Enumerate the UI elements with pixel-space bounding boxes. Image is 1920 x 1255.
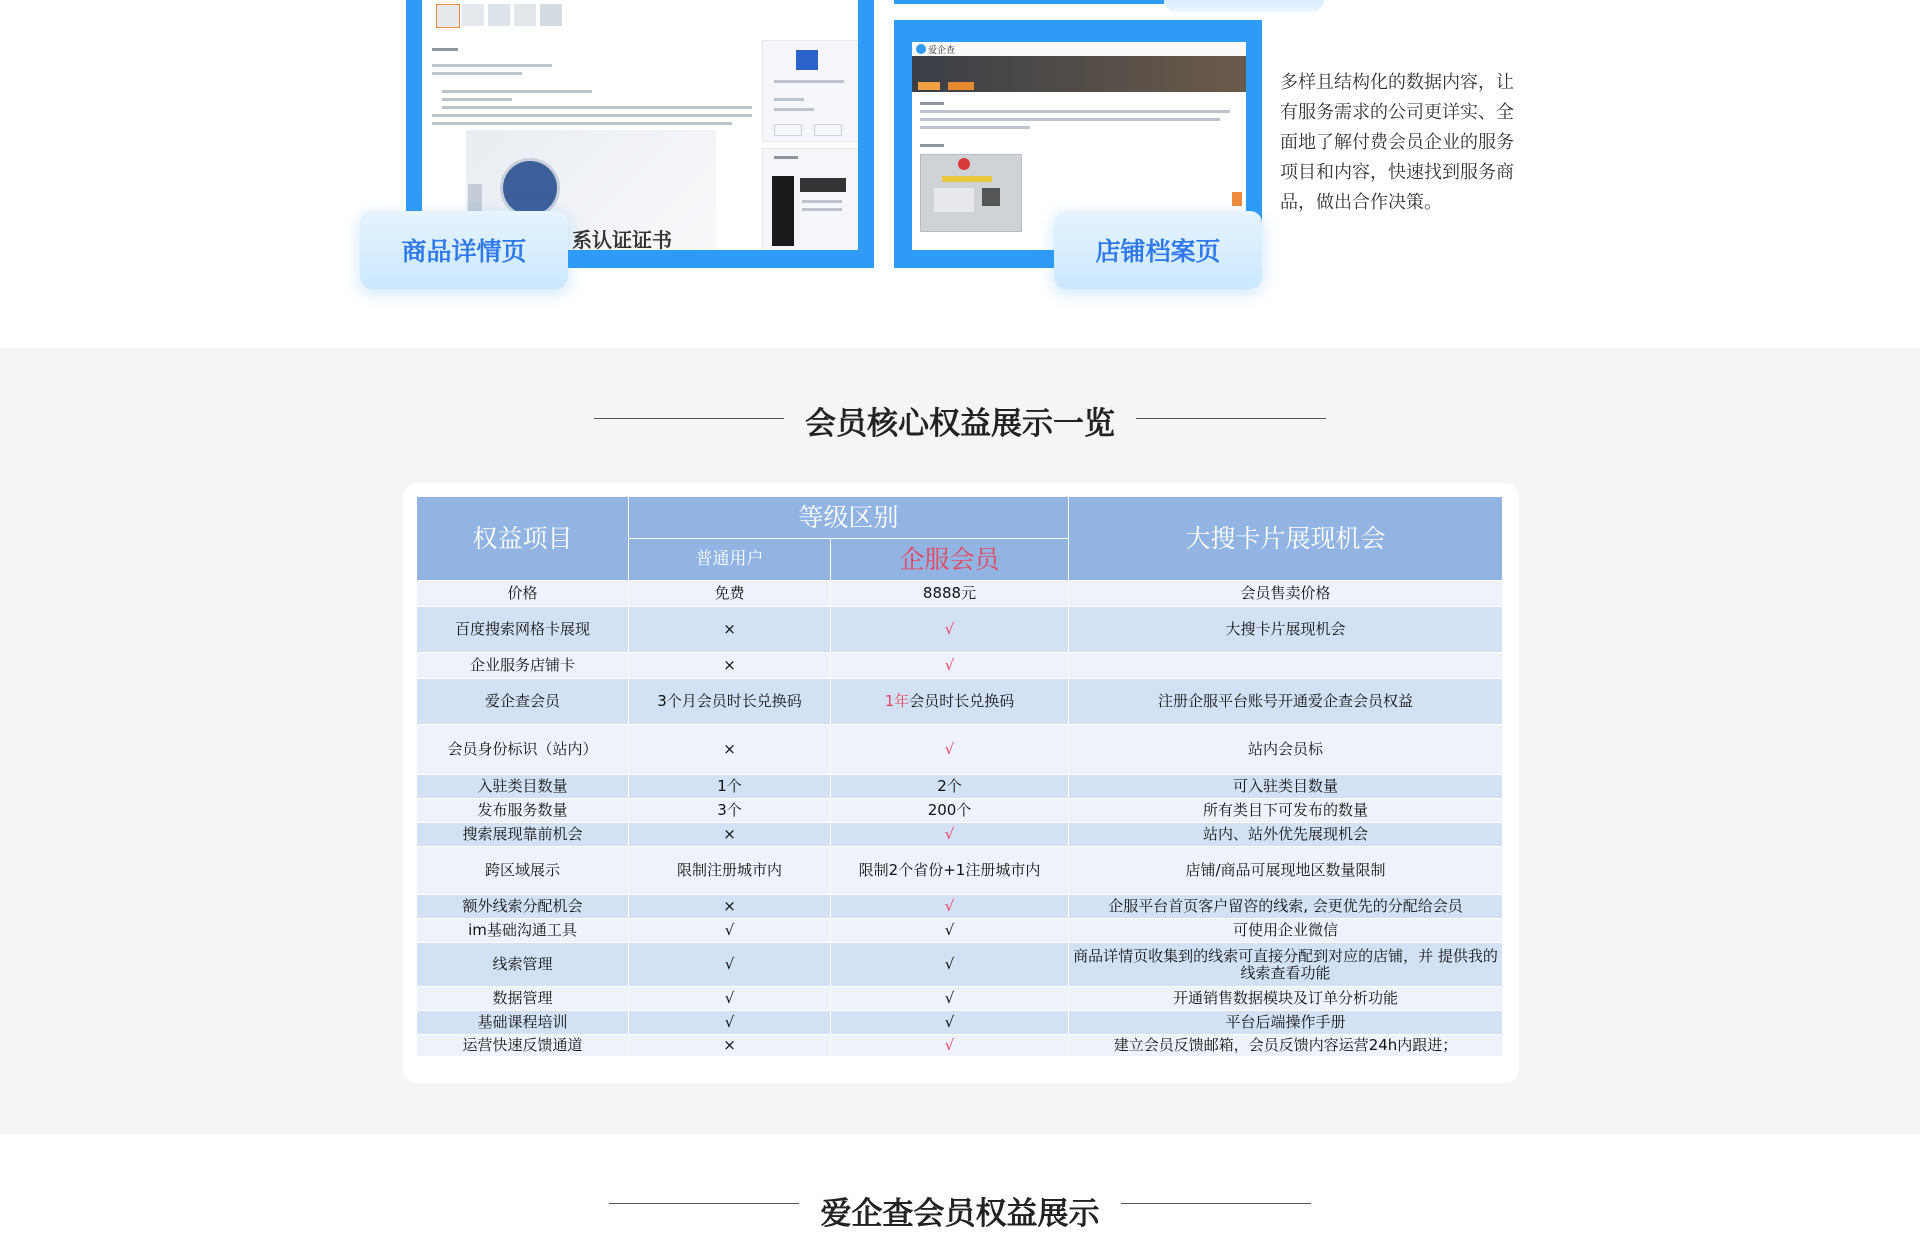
row-desc: 企服平台首页客户留咨的线索, 会更优先的分配给会员 xyxy=(1069,895,1503,919)
row-desc: 站内、站外优先展现机会 xyxy=(1069,823,1503,847)
member-duration-rest: 会员时长兑换码 xyxy=(909,692,1015,710)
row-normal: √ xyxy=(629,919,831,943)
benefits-table xyxy=(416,496,1503,1057)
table-row xyxy=(417,799,1503,823)
table-row xyxy=(417,581,1503,607)
row-member: √ xyxy=(831,943,1069,987)
row-desc: 平台后端操作手册 xyxy=(1069,1011,1503,1035)
row-item: 跨区域展示 xyxy=(417,847,629,895)
row-member: √ xyxy=(831,607,1069,653)
row-normal: × xyxy=(629,895,831,919)
table-row xyxy=(417,653,1503,679)
row-normal: × xyxy=(629,1035,831,1057)
row-item: 入驻类目数量 xyxy=(417,775,629,799)
row-normal: 1个 xyxy=(629,775,831,799)
table-row xyxy=(417,919,1503,943)
row-desc: 注册企服平台账号开通爱企查会员权益 xyxy=(1069,679,1503,725)
member-duration-highlight: 1年 xyxy=(884,692,910,710)
row-normal: × xyxy=(629,725,831,775)
row-member: √ xyxy=(831,919,1069,943)
bottom-rule-right xyxy=(1121,1203,1311,1204)
row-item: 额外线索分配机会 xyxy=(417,895,629,919)
header-level: 等级区别 xyxy=(629,497,1069,539)
table-row xyxy=(417,823,1503,847)
row-normal: √ xyxy=(629,1011,831,1035)
row-desc: 商品详情页收集到的线索可直接分配到对应的店铺，并 提供我的线索查看功能 xyxy=(1069,943,1503,987)
row-desc: 可使用企业微信 xyxy=(1069,919,1503,943)
row-item: 价格 xyxy=(417,581,629,607)
row-desc: 建立会员反馈邮箱，会员反馈内容运营24h内跟进； xyxy=(1069,1035,1503,1057)
row-item: 线索管理 xyxy=(417,943,629,987)
showcase-description: 多样且结构化的数据内容，让有服务需求的公司更详实、全面地了解付费会员企业的服务项目和内容，快速找到服务商品，做出合作决策。 xyxy=(1280,72,1514,213)
title-rule-right xyxy=(1136,418,1326,419)
header-normal-user: 普通用户 xyxy=(629,539,831,581)
store-archive-label: 店铺档案页 xyxy=(1054,211,1262,289)
row-normal: × xyxy=(629,607,831,653)
bottom-section-title: 爱企查会员权益展示 xyxy=(820,1196,1100,1232)
table-row xyxy=(417,607,1503,653)
row-item: 会员身份标识（站内） xyxy=(417,725,629,775)
row-desc: 可入驻类目数量 xyxy=(1069,775,1503,799)
header-enterprise-member: 企服会员 xyxy=(831,539,1069,581)
row-item: im基础沟通工具 xyxy=(417,919,629,943)
row-normal: × xyxy=(629,653,831,679)
row-item: 企业服务店铺卡 xyxy=(417,653,629,679)
table-row xyxy=(417,895,1503,919)
showcase-section xyxy=(0,0,1920,348)
row-normal: × xyxy=(629,823,831,847)
row-member: √ xyxy=(831,1035,1069,1057)
table-row xyxy=(417,847,1503,895)
table-row xyxy=(417,1035,1503,1057)
row-member: √ xyxy=(831,653,1069,679)
row-desc: 店铺/商品可展现地区数量限制 xyxy=(1069,847,1503,895)
row-normal: √ xyxy=(629,987,831,1011)
row-desc xyxy=(1069,653,1503,679)
row-normal: 3个月会员时长兑换码 xyxy=(629,679,831,725)
core-benefits-title: 会员核心权益展示一览 xyxy=(805,406,1115,442)
row-member: 200个 xyxy=(831,799,1069,823)
row-item: 爱企查会员 xyxy=(417,679,629,725)
row-item: 运营快速反馈通道 xyxy=(417,1035,629,1057)
table-row xyxy=(417,725,1503,775)
row-member: √ xyxy=(831,725,1069,775)
row-member: √ xyxy=(831,895,1069,919)
row-member: 限制2个省份+1注册城市内 xyxy=(831,847,1069,895)
certificate-text: 系认证证书 xyxy=(572,228,672,250)
row-normal: 限制注册城市内 xyxy=(629,847,831,895)
table-row xyxy=(417,987,1503,1011)
row-item: 百度搜索网格卡展现 xyxy=(417,607,629,653)
row-member: √ xyxy=(831,823,1069,847)
header-item: 权益项目 xyxy=(417,497,629,581)
row-desc: 所有类目下可发布的数量 xyxy=(1069,799,1503,823)
row-desc: 站内会员标 xyxy=(1069,725,1503,775)
table-row xyxy=(417,775,1503,799)
row-member: 2个 xyxy=(831,775,1069,799)
row-member xyxy=(831,679,1069,725)
product-detail-label: 商品详情页 xyxy=(360,211,568,289)
row-normal: 3个 xyxy=(629,799,831,823)
row-member: 8888元 xyxy=(831,581,1069,607)
row-item: 发布服务数量 xyxy=(417,799,629,823)
row-item: 搜索展现靠前机会 xyxy=(417,823,629,847)
row-normal: 免费 xyxy=(629,581,831,607)
table-row xyxy=(417,679,1503,725)
row-member: √ xyxy=(831,987,1069,1011)
title-rule-left xyxy=(594,418,784,419)
row-desc: 大搜卡片展现机会 xyxy=(1069,607,1503,653)
table-row xyxy=(417,943,1503,987)
header-card: 大搜卡片展现机会 xyxy=(1069,497,1503,581)
row-item: 基础课程培训 xyxy=(417,1011,629,1035)
row-desc: 会员售卖价格 xyxy=(1069,581,1503,607)
row-normal: √ xyxy=(629,943,831,987)
row-member: √ xyxy=(831,1011,1069,1035)
table-row xyxy=(417,1011,1503,1035)
row-desc: 开通销售数据模块及订单分析功能 xyxy=(1069,987,1503,1011)
row-item: 数据管理 xyxy=(417,987,629,1011)
store-logo-text: 爱企查 xyxy=(928,46,956,56)
